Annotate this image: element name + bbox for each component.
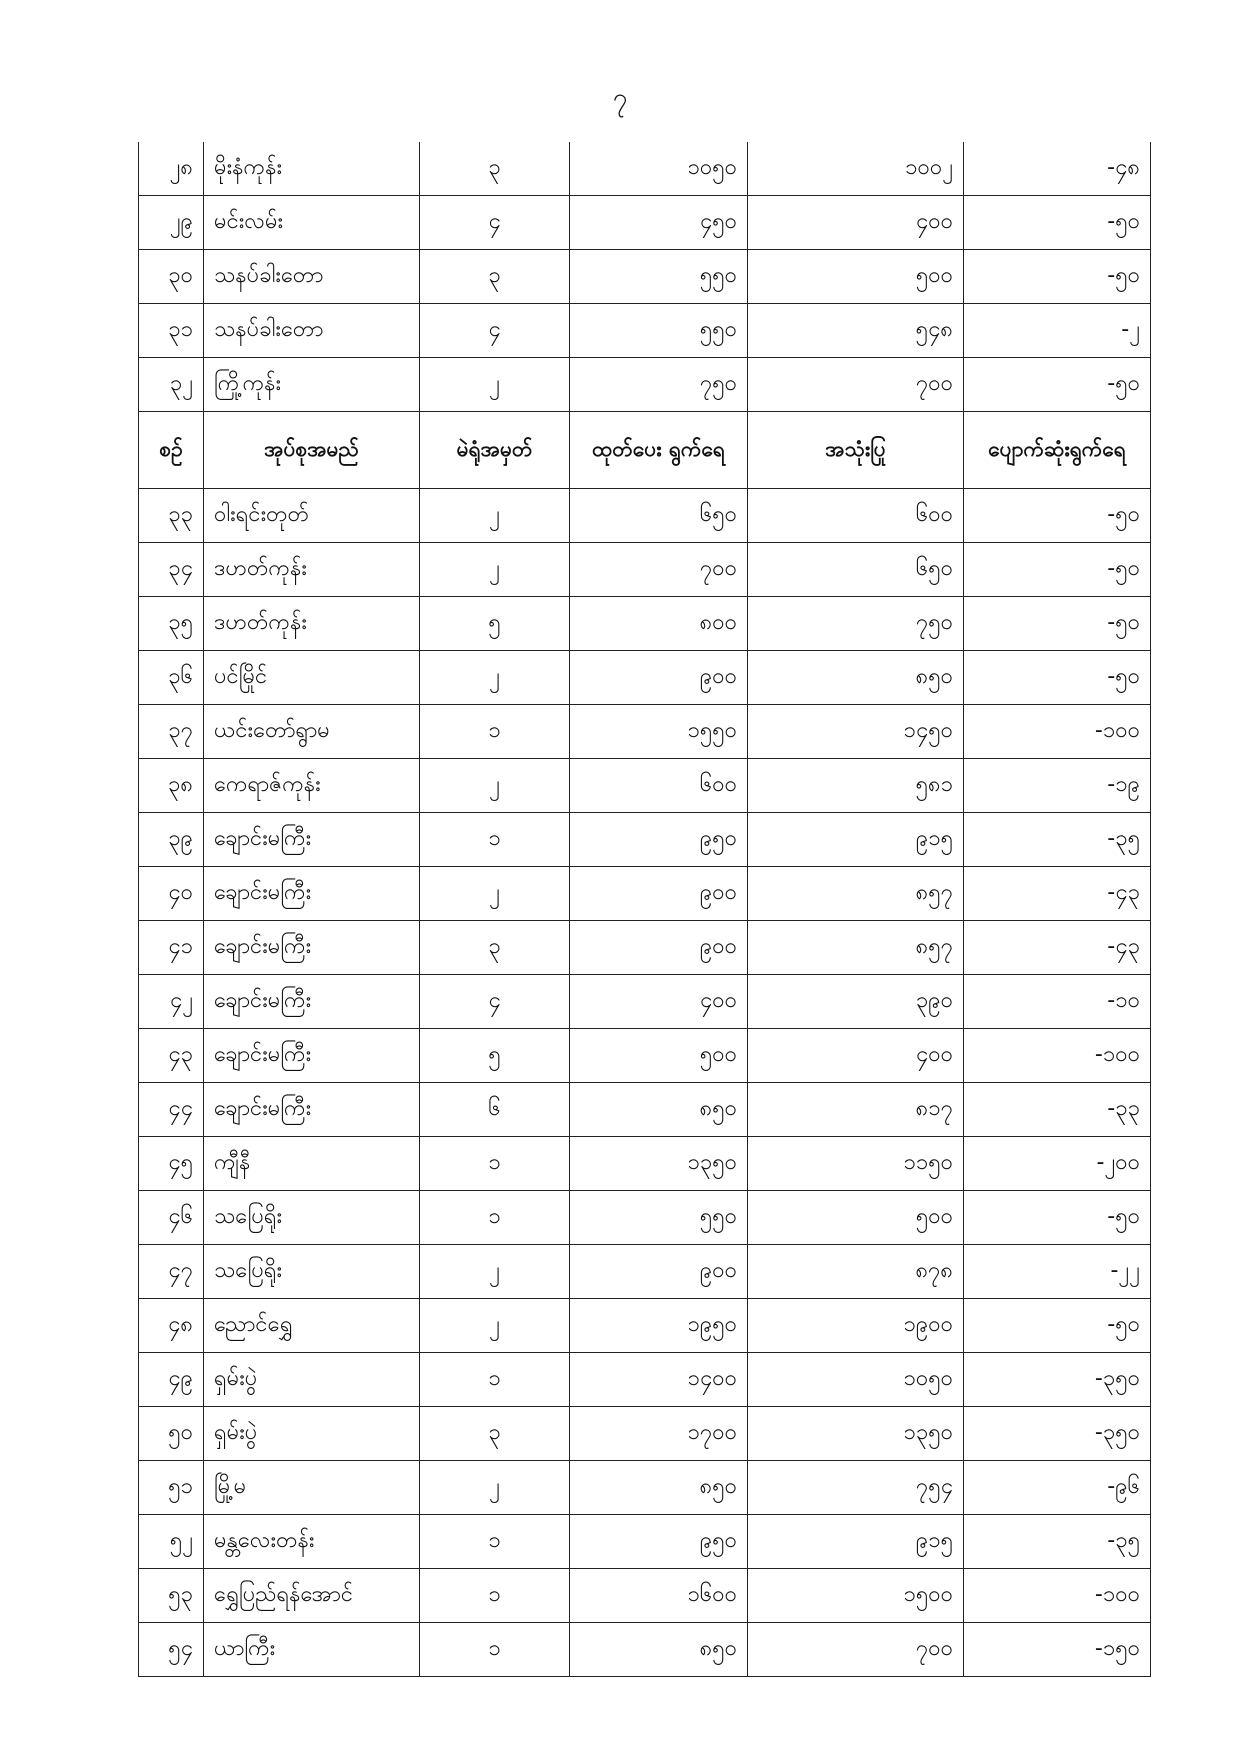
row-number: ၃၉ [139,813,204,867]
row-used: ၇၅၀ [748,597,964,651]
row-used: ၁၁၅၀ [748,1137,964,1191]
row-allocated: ၁၅၅၀ [570,705,748,759]
table-row [139,1569,1151,1623]
row-loss: -၄၃ [964,867,1151,921]
row-number: ၃၃ [139,489,204,543]
row-meter: ၃ [420,1407,570,1461]
rows-before-header [139,142,1151,412]
row-used: ၁၃၅၀ [748,1407,964,1461]
row-loss: -၁၅၀ [964,1623,1151,1677]
table-row [139,1137,1151,1191]
row-name: ပင်မြိုင် [204,651,420,705]
row-name: ချောင်းမကြီး [204,1083,420,1137]
row-loss: -၁၀၀ [964,1569,1151,1623]
row-loss: -၂ [964,304,1151,358]
row-allocated: ၉၅၀ [570,1515,748,1569]
table-row [139,1191,1151,1245]
table-row [139,1299,1151,1353]
row-meter: ၁ [420,1353,570,1407]
table-row [139,489,1151,543]
row-allocated: ၁၄၀၀ [570,1353,748,1407]
row-number: ၃၂ [139,358,204,412]
header-no: စဉ် [139,412,204,489]
row-loss: -၁၉ [964,759,1151,813]
table-row [139,250,1151,304]
header-meter: မဲရုံအမှတ် [420,412,570,489]
row-used: ၅၈၁ [748,759,964,813]
table-row [139,1407,1151,1461]
row-meter: ၂ [420,543,570,597]
row-used: ၆၀၀ [748,489,964,543]
row-used: ၃၉၀ [748,975,964,1029]
row-loss: -၅၀ [964,597,1151,651]
row-loss: -၃၅ [964,813,1151,867]
row-allocated: ၁၉၅၀ [570,1299,748,1353]
table-row [139,597,1151,651]
row-meter: ၁ [420,1191,570,1245]
header-loss: ပျောက်ဆုံးရွက်ရေ [964,412,1151,489]
row-name: သနပ်ခါးတော [204,304,420,358]
row-meter: ၁ [420,813,570,867]
row-meter: ၆ [420,1083,570,1137]
table-row [139,651,1151,705]
row-meter: ၂ [420,651,570,705]
row-name: ဒဟတ်ကုန်း [204,543,420,597]
row-number: ၄၁ [139,921,204,975]
row-number: ၃၈ [139,759,204,813]
row-loss: -၁၀၀ [964,705,1151,759]
row-loss: -၅၀ [964,543,1151,597]
row-allocated: ၉၀၀ [570,1245,748,1299]
row-name: ချောင်းမကြီး [204,813,420,867]
row-allocated: ၅၅၀ [570,250,748,304]
row-loss: -၄၈ [964,142,1151,196]
row-number: ၅၀ [139,1407,204,1461]
row-meter: ၂ [420,358,570,412]
row-allocated: ၁၃၅၀ [570,1137,748,1191]
table-row [139,813,1151,867]
row-used: ၉၁၅ [748,813,964,867]
row-allocated: ၄၅၀ [570,196,748,250]
row-allocated: ၅၀၀ [570,1029,748,1083]
row-name: ရှမ်းပွဲ [204,1353,420,1407]
row-meter: ၂ [420,1245,570,1299]
row-meter: ၄ [420,975,570,1029]
row-used: ၁၄၅၀ [748,705,964,759]
row-name: ချောင်းမကြီး [204,921,420,975]
row-number: ၂၈ [139,142,204,196]
row-name: ဒဟတ်ကုန်း [204,597,420,651]
row-loss: -၅၀ [964,196,1151,250]
row-number: ၅၂ [139,1515,204,1569]
row-number: ၄၃ [139,1029,204,1083]
rows-after-header [139,489,1151,1677]
row-loss: -၅၀ [964,250,1151,304]
table-row [139,975,1151,1029]
table-row [139,1245,1151,1299]
header-allocated: ထုတ်ပေး ရွက်ရေ [570,412,748,489]
header-name: အုပ်စုအမည် [204,412,420,489]
row-meter: ၁ [420,1137,570,1191]
row-loss: -၅၀ [964,1299,1151,1353]
row-number: ၄၇ [139,1245,204,1299]
table-row [139,142,1151,196]
row-name: ကျီနီ [204,1137,420,1191]
table-row [139,543,1151,597]
row-used: ၄၀၀ [748,1029,964,1083]
row-number: ၄၉ [139,1353,204,1407]
row-meter: ၄ [420,304,570,358]
row-loss: -၅၀ [964,358,1151,412]
row-allocated: ၉၀၀ [570,651,748,705]
row-meter: ၁ [420,1569,570,1623]
row-used: ၄၀၀ [748,196,964,250]
table-header-row [139,412,1151,489]
row-number: ၂၉ [139,196,204,250]
row-allocated: ၁၆၀၀ [570,1569,748,1623]
row-used: ၈၅၇ [748,867,964,921]
table-row [139,1623,1151,1677]
row-meter: ၃ [420,250,570,304]
table-row [139,304,1151,358]
row-meter: ၂ [420,867,570,921]
row-meter: ၂ [420,489,570,543]
row-allocated: ၈၅၀ [570,1083,748,1137]
row-meter: ၂ [420,759,570,813]
table-row [139,196,1151,250]
table-row [139,705,1151,759]
row-used: ၁၀၅၀ [748,1353,964,1407]
row-meter: ၁ [420,1623,570,1677]
row-allocated: ၆၅၀ [570,489,748,543]
row-used: ၉၁၅ [748,1515,964,1569]
row-loss: -၂၀၀ [964,1137,1151,1191]
row-name: ညောင်ရွှေ [204,1299,420,1353]
row-loss: -၃၅၀ [964,1353,1151,1407]
table-row [139,358,1151,412]
row-used: ၅၀၀ [748,250,964,304]
page-number: ၇ [612,83,628,113]
row-meter: ၁ [420,705,570,759]
row-number: ၃၀ [139,250,204,304]
row-allocated: ၁၀၅၀ [570,142,748,196]
row-allocated: ၇၀၀ [570,543,748,597]
row-name: မင်းလမ်း [204,196,420,250]
row-allocated: ၈၅၀ [570,1623,748,1677]
row-name: ချောင်းမကြီး [204,1029,420,1083]
row-used: ၆၅၀ [748,543,964,597]
row-allocated: ၅၅၀ [570,1191,748,1245]
row-meter: ၃ [420,142,570,196]
row-number: ၄၄ [139,1083,204,1137]
row-name: ချောင်းမကြီး [204,867,420,921]
table-row [139,1083,1151,1137]
row-name: ဝါးရင်းတုတ် [204,489,420,543]
row-name: မန္တလေးတန်း [204,1515,420,1569]
row-loss: -၅၀ [964,489,1151,543]
row-meter: ၁ [420,1515,570,1569]
row-allocated: ၉၅၀ [570,813,748,867]
row-number: ၅၁ [139,1461,204,1515]
row-number: ၄၂ [139,975,204,1029]
row-meter: ၅ [420,1029,570,1083]
row-allocated: ၄၀၀ [570,975,748,1029]
row-name: သနပ်ခါးတော [204,250,420,304]
table-row [139,1515,1151,1569]
ballot-table [138,142,1151,1677]
row-number: ၃၅ [139,597,204,651]
row-number: ၄၆ [139,1191,204,1245]
row-allocated: ၈၅၀ [570,1461,748,1515]
row-name: သပြေရိုး [204,1191,420,1245]
row-allocated: ၁၇၀၀ [570,1407,748,1461]
row-name: ယာကြီး [204,1623,420,1677]
row-loss: -၃၅ [964,1515,1151,1569]
row-used: ၅၄၈ [748,304,964,358]
row-used: ၁၉၀၀ [748,1299,964,1353]
row-name: ရှမ်းပွဲ [204,1407,420,1461]
row-used: ၇၅၄ [748,1461,964,1515]
header-used: အသုံးပြု [748,412,964,489]
table-row [139,921,1151,975]
row-used: ၅၀၀ [748,1191,964,1245]
row-meter: ၃ [420,921,570,975]
table-row [139,867,1151,921]
row-loss: -၉၆ [964,1461,1151,1515]
row-used: ၈၅၀ [748,651,964,705]
row-loss: -၃၅၀ [964,1407,1151,1461]
row-allocated: ၉၀၀ [570,921,748,975]
row-name: ကြို့ကုန်း [204,358,420,412]
row-used: ၈၁၇ [748,1083,964,1137]
row-name: ချောင်းမကြီး [204,975,420,1029]
header-section [139,412,1151,489]
row-number: ၄၈ [139,1299,204,1353]
row-loss: -၁၀၀ [964,1029,1151,1083]
row-loss: -၂၂ [964,1245,1151,1299]
table-row [139,1353,1151,1407]
row-number: ၄၀ [139,867,204,921]
row-allocated: ၅၅၀ [570,304,748,358]
row-allocated: ၆၀၀ [570,759,748,813]
row-number: ၅၃ [139,1569,204,1623]
row-number: ၄၅ [139,1137,204,1191]
row-number: ၃၄ [139,543,204,597]
row-loss: -၃၃ [964,1083,1151,1137]
row-name: သပြေရိုး [204,1245,420,1299]
row-used: ၁၀၀၂ [748,142,964,196]
row-number: ၃၇ [139,705,204,759]
table-row [139,1461,1151,1515]
row-loss: -၄၃ [964,921,1151,975]
row-meter: ၂ [420,1299,570,1353]
row-allocated: ၉၀၀ [570,867,748,921]
row-loss: -၁၀ [964,975,1151,1029]
row-name: ကေရာဇ်ကုန်း [204,759,420,813]
row-name: ယင်းတော်ရွာမ [204,705,420,759]
row-meter: ၂ [420,1461,570,1515]
row-allocated: ၈၀၀ [570,597,748,651]
row-loss: -၅၀ [964,651,1151,705]
row-number: ၃၁ [139,304,204,358]
row-name: မိုးနံကုန်း [204,142,420,196]
row-used: ၁၅၀၀ [748,1569,964,1623]
row-used: ၈၅၇ [748,921,964,975]
table-row [139,759,1151,813]
row-loss: -၅၀ [964,1191,1151,1245]
row-allocated: ၇၅၀ [570,358,748,412]
row-used: ၇၀၀ [748,1623,964,1677]
row-meter: ၅ [420,597,570,651]
table-row [139,1029,1151,1083]
row-name: ရွှေပြည်ရန်အောင် [204,1569,420,1623]
row-name: မြို့မ [204,1461,420,1515]
row-number: ၅၄ [139,1623,204,1677]
row-number: ၃၆ [139,651,204,705]
row-meter: ၄ [420,196,570,250]
row-used: ၈၇၈ [748,1245,964,1299]
row-used: ၇၀၀ [748,358,964,412]
